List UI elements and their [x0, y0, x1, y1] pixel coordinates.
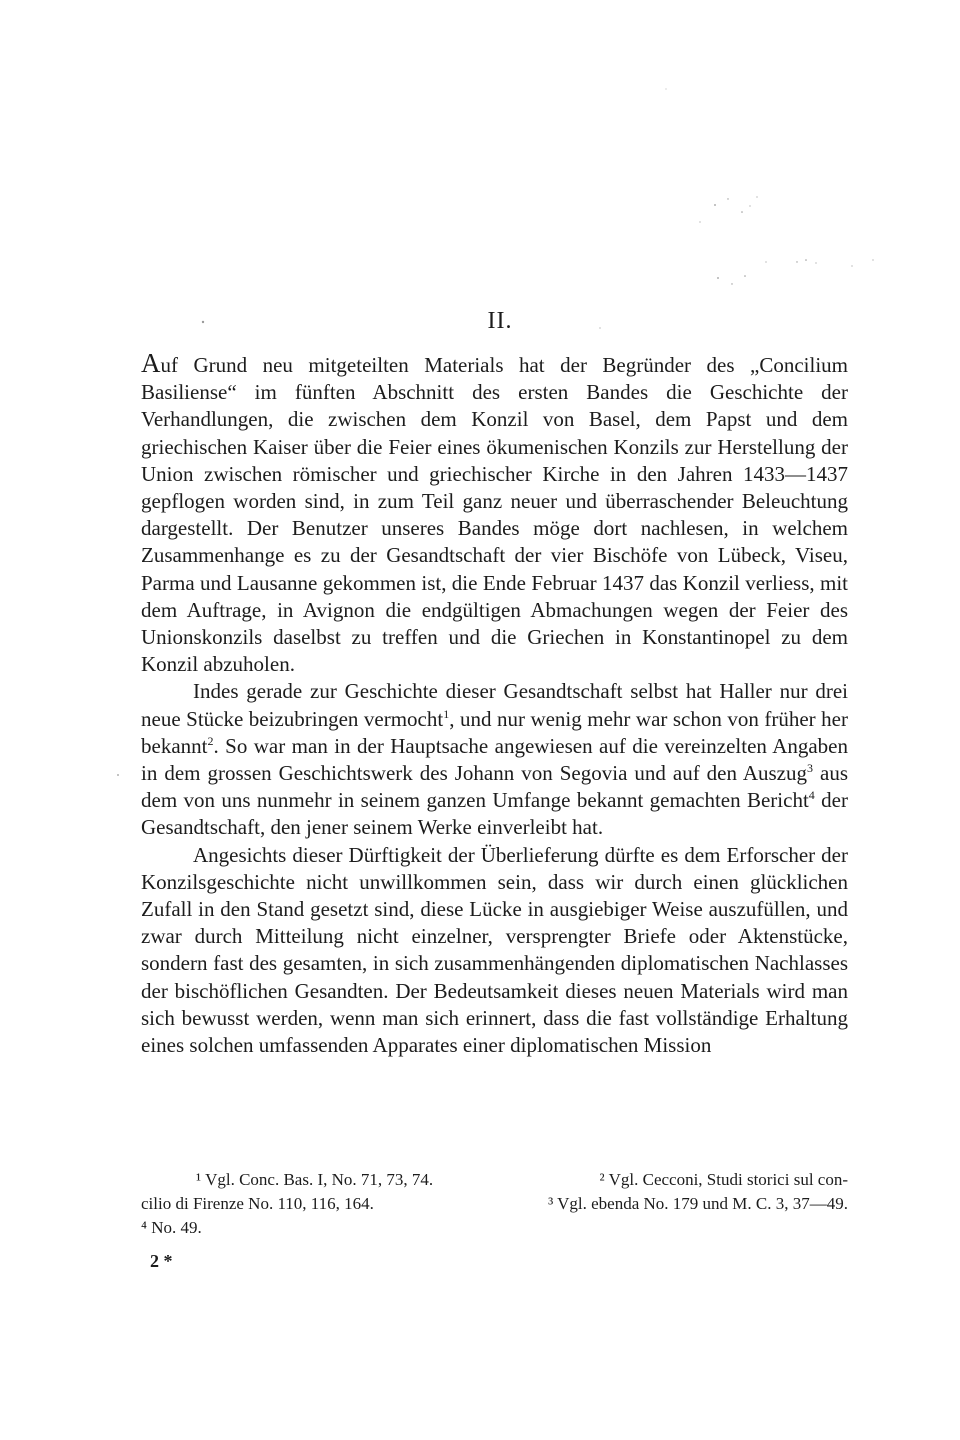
footnote-ref-4: 4 — [808, 788, 815, 803]
footnotes — [141, 1168, 848, 1240]
footnote-1-mark: ¹ — [196, 1170, 202, 1189]
paragraph-1-text: uf Grund neu mitgeteilten Materials hat der Begründer des „Concilium Basiliense“ im fünften Abschnitt des ersten Bandes die Geschichte der Verhandlungen, die zwischen dem Konzil von Basel, dem Papst und dem griechischen Kaiser über die Feier eines ökumenischen Konzils zur Herstellung der Union zwischen römischer und griechischer Kirche in den Jahren 1433—1437 gepflogen worden sind, in zum Teil ganz neuer und überraschender Beleuchtung dargestellt. Der Benutzer unseres Bandes möge dort nachlesen, in welchem Zusammenhange es zu der Gesandtschaft der vier Bischöfe von Lübeck, Viseu, Parma und Lausanne gekommen ist, die Ende Februar 1437 das Konzil verliess, mit dem Auftrage, in Avignon die endgültigen Abmachungen wegen der Feier des Unionskonzils daselbst zu treffen und die Griechen in Konstantinopel zu dem Konzil abzuholen. — [141, 353, 848, 677]
paragraph-2-text-a: Indes gerade zur Geschichte dieser Gesandtschaft selbst hat Haller nur drei neue Stücke beizubringen vermocht — [141, 679, 848, 731]
footnote-2-mark: ² — [599, 1170, 605, 1189]
paragraph-2-text-c: . So war man in der Hauptsache angewiesen auf die vereinzelten Angaben in dem grossen Geschichtswerk des Johann von Segovia und auf den Auszug — [141, 733, 848, 786]
footnote-4-mark: ⁴ — [141, 1218, 147, 1237]
footnote-4 — [141, 1216, 202, 1240]
footnote-2-text: Vgl. Cecconi, Studi storici sul con- — [608, 1170, 848, 1189]
paragraph-2 — [141, 678, 848, 841]
footnote-1 — [196, 1168, 433, 1192]
drop-cap: A — [141, 348, 161, 378]
footnote-row-2 — [141, 1192, 848, 1216]
footnote-4-text: No. 49. — [151, 1218, 202, 1237]
paragraph-2-text-b: , und nur wenig mehr war schon von früher her bekannt — [141, 706, 848, 758]
footnote-3-mark: ³ — [548, 1194, 554, 1213]
footnote-ref-3: 3 — [807, 761, 814, 776]
footnote-2-continued: cilio di Firenze No. 110, 116, 164. — [141, 1194, 374, 1213]
footnote-row-3 — [141, 1216, 848, 1240]
paragraph-3-text: Angesichts dieser Dürftigkeit der Überlieferung dürfte es dem Erforscher der Konzilsgeschichte nicht unwillkommen sein, dass wir durch einen glücklichen Zufall in den Stand gesetzt sind, diese Lücke in ausgiebiger Weise auszufüllen, und zwar durch Mitteilung nicht einzelner, versprengter Briefe oder Aktenstücke, sondern fast des gesamten, in sich zusammenhängenden diplomatischen Nachlasses der bischöflichen Gesandten. Der Bedeutsamkeit dieses neuen Materials wird man sich bewusst werden, wenn man sich erinnert, dass die fast vollständige Erhaltung eines solchen umfassenden Apparates einer diplomatischen Mission — [141, 842, 848, 1058]
section-heading: II. — [487, 308, 513, 334]
footnote-3-text: Vgl. ebenda No. 179 und M. C. 3, 37—49. — [557, 1194, 848, 1213]
paragraph-2-text-e: der Gesandtschaft, den jener seinem Werke einverleibt hat. — [141, 788, 848, 840]
footnote-row-1 — [141, 1168, 848, 1192]
paragraph-2-text-d: aus dem von uns nunmehr in seinem ganzen Umfange bekannt gemachten Bericht — [141, 761, 849, 813]
footnote-ref-1: 1 — [443, 706, 450, 721]
footnote-2 — [600, 1168, 848, 1192]
footnote-1-text: Vgl. Conc. Bas. I, No. 71, 73, 74. — [205, 1170, 434, 1189]
paragraph-3 — [141, 842, 848, 1060]
footnote-ref-2: 2 — [207, 733, 214, 748]
printer-signature-mark: 2 * — [150, 1251, 173, 1271]
body-text — [141, 350, 848, 1059]
paragraph-1 — [141, 350, 848, 678]
footnote-3 — [548, 1192, 848, 1216]
